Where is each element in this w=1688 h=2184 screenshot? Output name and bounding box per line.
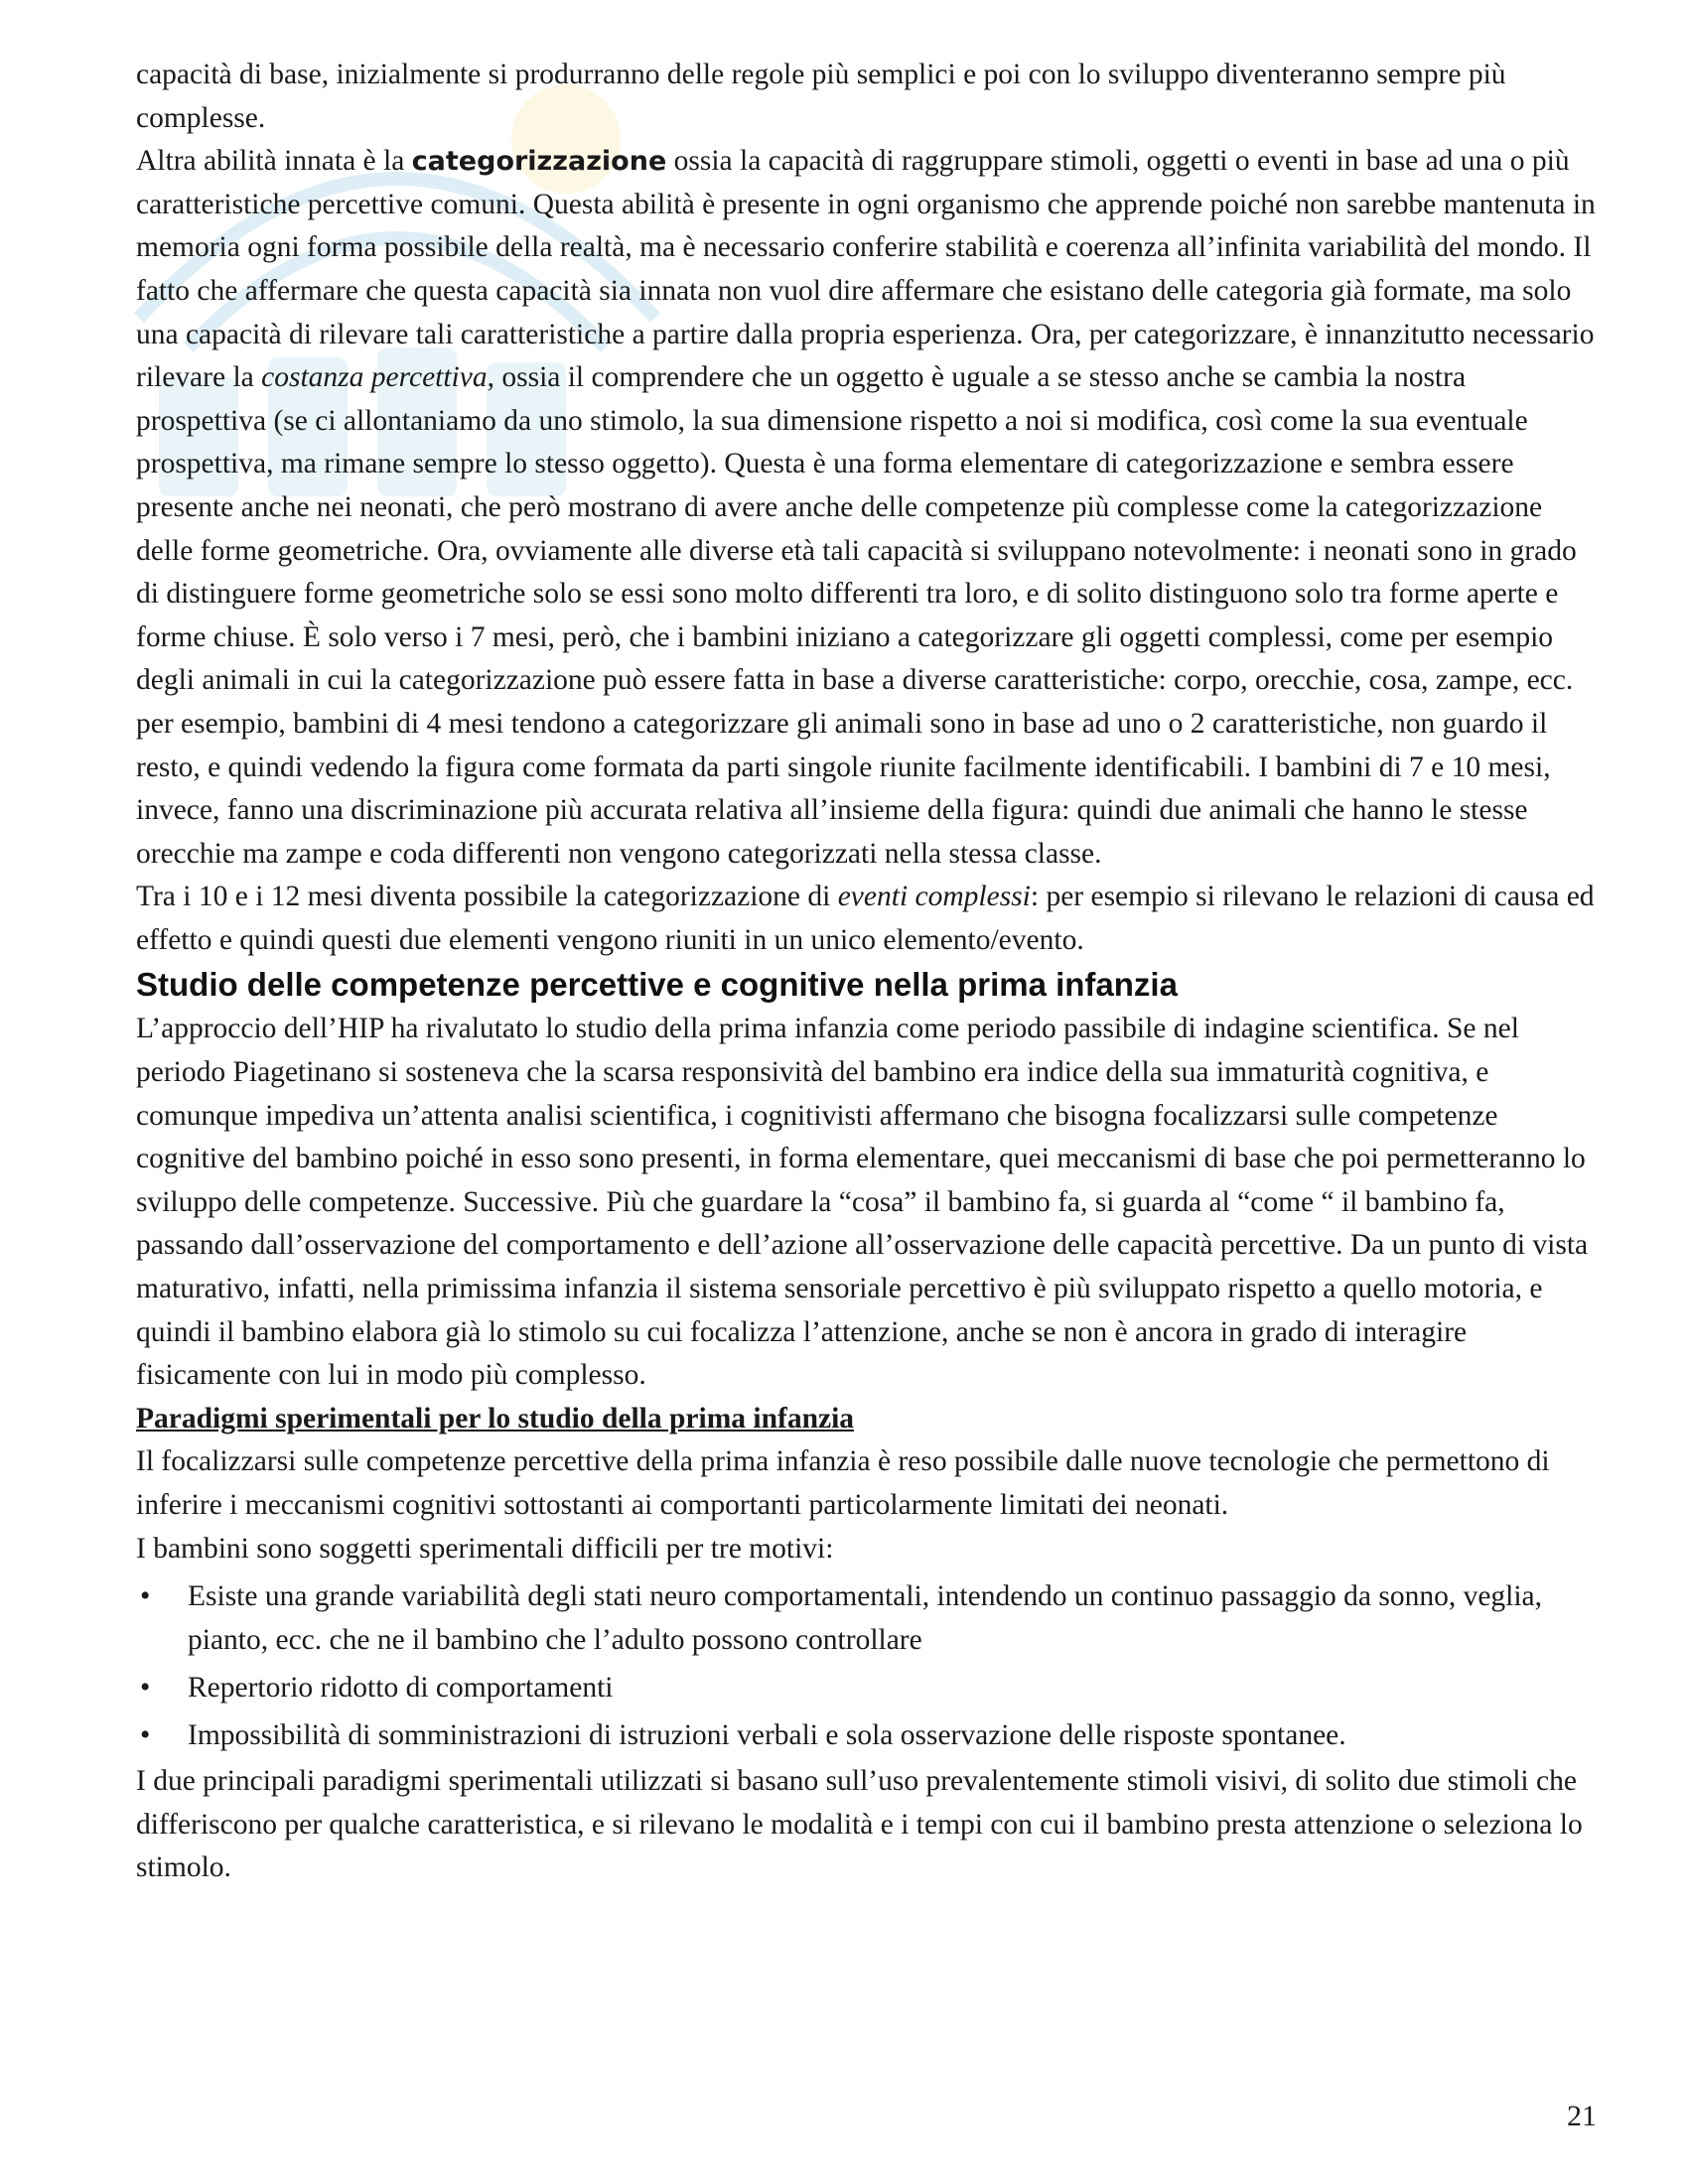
paragraph-intro-text: capacità di base, inizialmente si produrranno delle regole più semplici e poi con lo sviluppo diventeranno sempre più complesse. xyxy=(136,59,1506,134)
paragraph-paradigmi xyxy=(136,1760,1596,1890)
term-eventi-complessi: eventi complessi xyxy=(837,881,1031,913)
term-categorizzazione: categorizzazione xyxy=(411,146,667,178)
paragraph-hip-text: L’approccio dell’HIP ha rivalutato lo studio della prima infanzia come periodo passibile di indagine scientifica. Se nel periodo Piagetinano si sosteneva che la scarsa responsività del bambino era indice della sua immaturità cognitiva, e comunque impediva un’attenta analisi scientifica, i cognitivisti affermano che bisogna focalizzarsi sulle competenze cognitive del bambino poiché in esso sono presenti, in forma elementare, quei meccanismi di base che poi permetteranno lo sviluppo delle competenze. Successive. Più che guardare la “cosa” il bambino fa, si guarda al “come “ il bambino fa, passando dall’osservazione del comportamento e dell’azione all’osservazione delle capacità percettive. Da un punto di vista maturativo, infatti, nella primissima infanzia il sistema sensoriale percettivo è più sviluppato rispetto a quello motoria, e quindi il bambino elabora già lo stimolo su cui focalizza l’attenzione, anche se non è ancora in grado di interagire fisicamente con lui in modo più complesso. xyxy=(136,1013,1589,1392)
term-costanza-percettiva: costanza percettiva xyxy=(261,361,488,394)
bullet-icon: • xyxy=(140,1672,151,1705)
bullet-icon: • xyxy=(140,1719,151,1752)
document-page xyxy=(136,54,1596,1890)
list-item-text: Esiste una grande variabilità degli stati neuro comportamentali, intendendo un continuo passaggio da sonno, veglia, pianto, ecc. che ne il bambino che l’adulto possono controllare xyxy=(188,1580,1543,1657)
text-segment: , ossia il comprendere che un oggetto è uguale a se stesso anche se cambia la nostra prospettiva (se ci allontaniamo da uno stimolo, la sua dimensione rispetto a noi si modifica, così come la sua eventuale prospettiva, ma rimane sempre lo stesso oggetto). Questa è una forma elementare di categorizzazione e sembra essere presente anche nei neonati, che però mostrano di avere anche delle competenze più complesse come la categorizzazione delle forme geometriche. Ora, ovviamente alle diverse età tali capacità si sviluppano notevolmente: i neonati sono in grado di distinguere forme geometriche solo se essi sono molto differenti tra loro, e di solito distinguono solo tra forme aperte e forme chiuse. È solo verso i 7 mesi, però, che i bambini iniziano a categorizzare gli oggetti complessi, come per esempio degli animali in cui la categorizzazione può essere fatta in base a diverse caratteristiche: corpo, orecchie, cosa, zampe, ecc. per esempio, bambini di 4 mesi tendono a categorizzare gli animali sono in base ad uno o 2 caratteristiche, non guardo il resto, e quindi vedendo la figura come formata da parti singole riunite facilmente identificabili. I bambini di 7 e 10 mesi, invece, fanno una discriminazione più accurata relativa all’insieme della figura: quindi due animali che hanno le stesse orecchie ma zampe e coda differenti non vengono categorizzati nella stessa classe. xyxy=(136,361,1577,870)
bullet-list xyxy=(136,1574,1596,1757)
subsection-heading: Paradigmi sperimentali per lo studio della prima infanzia xyxy=(136,1402,855,1434)
paragraph-categorizzazione xyxy=(136,140,1596,876)
section-heading: Studio delle competenze percettive e cognitive nella prima infanzia xyxy=(136,966,1178,1004)
list-item-text: Repertorio ridotto di comportamenti xyxy=(188,1672,614,1705)
paragraph-tre-motivi-text: I bambini sono soggetti sperimentali difficili per tre motivi: xyxy=(136,1532,834,1565)
list-item xyxy=(136,1574,1596,1662)
list-item xyxy=(136,1666,1596,1709)
list-item-text: Impossibilità di somministrazioni di istruzioni verbali e sola osservazione delle risposte spontanee. xyxy=(188,1719,1346,1752)
paragraph-tecnologie xyxy=(136,1440,1596,1527)
bullet-icon: • xyxy=(140,1580,151,1613)
text-segment: ossia la capacità di raggruppare stimoli, oggetti o eventi in base ad una o più caratteristiche percettive comuni. Questa abilità è presente in ogni organismo che apprende poiché non sarebbe mantenuta in memoria ogni forma possibile della realtà, ma è necessario conferire stabilità e coerenza all’infinita variabilità del mondo. Il fatto che affermare che questa capacità sia innata non vuol dire affermare che esistano delle categoria già formate, ma solo una capacità di rilevare tali caratteristiche a partire dalla propria esperienza. Ora, per categorizzare, è innanzitutto necessario rilevare la xyxy=(136,145,1596,394)
text-segment: : per esempio si rilevano le relazioni di causa ed effetto e quindi questi due elementi vengono riuniti in un unico elemento/evento. xyxy=(136,881,1595,956)
paragraph-hip xyxy=(136,1008,1596,1397)
paragraph-intro xyxy=(136,54,1596,140)
text-segment: Altra abilità innata è la xyxy=(136,145,412,178)
paragraph-eventi-complessi xyxy=(136,876,1596,962)
page-number: 21 xyxy=(1567,2100,1597,2132)
paragraph-tre-motivi xyxy=(136,1528,1596,1571)
text-segment: Tra i 10 e i 12 mesi diventa possibile la categorizzazione di xyxy=(136,881,838,913)
paragraph-tecnologie-text: Il focalizzarsi sulle competenze percettive della prima infanzia è reso possibile dalle nuove tecnologie che permettono di inferire i meccanismi cognitivi sottostanti ai comportanti particolarmente limitati dei neonati. xyxy=(136,1445,1550,1521)
paragraph-paradigmi-text: I due principali paradigmi sperimentali utilizzati si basano sull’uso prevalentemente stimoli visivi, di solito due stimoli che differiscono per qualche caratteristica, e si rilevano le modalità e i tempi con cui il bambino presta attenzione o seleziona lo stimolo. xyxy=(136,1765,1583,1884)
list-item xyxy=(136,1713,1596,1757)
